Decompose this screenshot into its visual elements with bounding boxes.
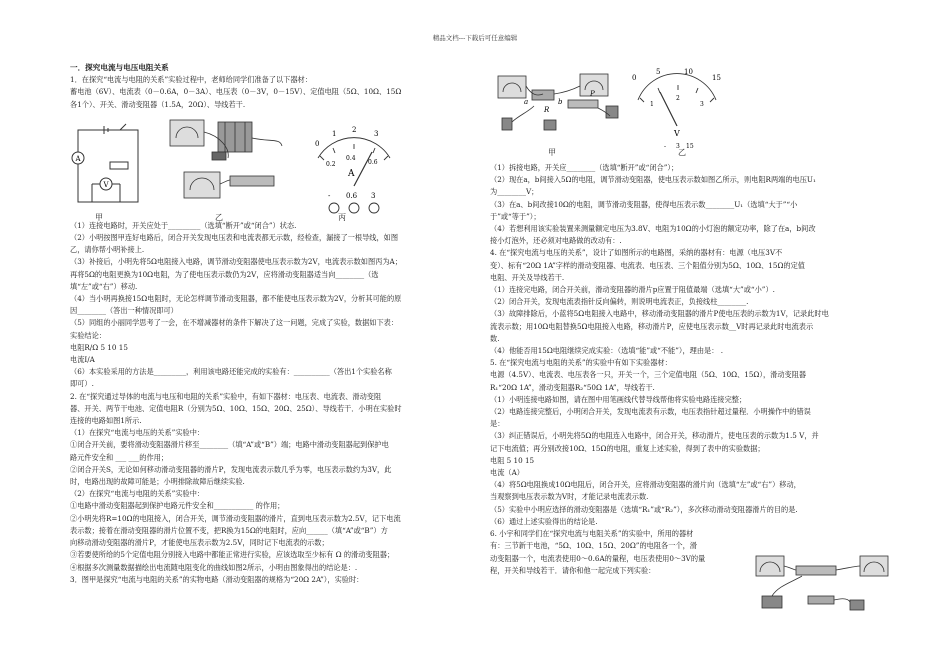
right-line: （4）他能否用15Ω电阻继续完成实验：（选填“能”或“不能”），理由是： . [490, 346, 723, 356]
left-line: （4）当小明再换接15Ω电阻时，无论怎样调节滑动变阻器，都不能使电压表示数为2V，分析其可能的原 [70, 294, 402, 304]
voltmeter-tick-5: 5 [656, 68, 661, 76]
voltmeter-label: V [103, 181, 109, 189]
right-line: （6）通过上述实验得出的结论是. [490, 516, 598, 526]
right-line: 电源（4.5V）、电流表、电压表各一只，开关一个，三个定值电阻（5Ω、10Ω、15Ω），滑动变阻器 [490, 370, 807, 380]
voltmeter-unit: V [674, 129, 680, 138]
left-line: ④根据多次测量数据描绘出电流随电阻变化的曲线如图2所示，小明由图象得出的结论是：. [70, 562, 358, 572]
left-line: 3．图甲是探究“电流与电阻的关系”的实物电路（滑动变阻器的规格为“20Ω 2A”），实验时： [70, 574, 364, 584]
right-column [490, 162, 890, 577]
right-line: （5）实验中小明应选择的滑动变阻器是（选填“R₁”或“R₂”），多次移动滑动变阻器滑片的目的是. [490, 504, 798, 514]
left-line: ①电路中滑动变阻器起到保护电路元件安全和___________ 的作用； [70, 501, 285, 511]
left-line: ①闭合开关前，要将滑动变阻器滑片移至________（填“A”或“B”）端；电路中滑动变阻器起到保护电 [70, 440, 389, 450]
page-header: 精品文档---下载后可任意编辑 [432, 34, 518, 42]
right-line: （3）在a、b间改接10Ω的电阻，调节滑动变阻器，使得电压表示数________U₁（选填“大于”“小 [490, 199, 798, 209]
left-line: 路元件安全和 ___ ___的作用； [70, 452, 169, 462]
right-line: 接小灯泡外，还必须对电路做的改动有：. [490, 236, 622, 246]
left-line: 表示数；接着在滑动变阻器的滑片位置不变，把R换为15Ω的电阻时，应向______（填“A”或“B”）方 [70, 525, 388, 535]
ammeter-subtick-2: 0.4 [346, 155, 356, 162]
left-line: 时，电路出现的故障可能是；小明排除故障后继续实验. [70, 477, 245, 487]
right-line: 是： [490, 419, 505, 429]
circuit-diagram [78, 124, 138, 202]
label-R: R [544, 106, 550, 114]
figure-caption-bing: 丙 [338, 213, 346, 222]
right-line: 6. 小宇和同学们在“探究电流与电阻关系”的实验中，所用的器材 [490, 529, 694, 539]
ammeter-terminal-3: 3 [371, 192, 376, 200]
right-line: （2）闭合开关，发现电流表指针反向偏转，则说明电流表正，负接线柱________. [490, 297, 749, 307]
left-line: （2）小明按图甲连好电路后，闭合开关发现电压表和电流表都无示数，经检查，漏接了一根导线，如图 [70, 233, 399, 243]
voltmeter-tick-0: 0 [632, 74, 637, 82]
figure-caption-yi: 乙 [215, 213, 223, 222]
right-line: 变）、标有“20Ω 1A”字样的滑动变阻器、电流表、电压表、三个阻值分别为5Ω、10Ω、15Ω的定值 [490, 260, 805, 270]
left-line: 即可）. [70, 379, 94, 389]
left-line: 2. 在“探究通过导体的电流与电压和电阻的关系”实验中，有如下器材：电压表、电流表、滑动变阻 [70, 391, 382, 401]
ammeter-subtick-1: 0.2 [326, 161, 336, 168]
instrument-setup [170, 120, 282, 198]
right-line: （1）拆接电路，开关应________（选填“断开”或“闭合”）； [490, 163, 679, 172]
right-line: 5. 在“探究电流与电阻的关系”的实验中有如下实验器材： [490, 358, 672, 368]
figure-caption-jia: 甲 [95, 213, 103, 222]
left-line: 蓄电池（6V）、电流表（0－0.6A，0－3A）、电压表（0－3V，0－15V）、定值电阻（5Ω、10Ω、15Ω [70, 87, 402, 97]
left-line: ②闭合开关S，无论如何移动滑动变阻器的滑片P，发现电流表示数几乎为零，电压表示数约为3V，此 [70, 464, 392, 474]
voltmeter-tick-10: 10 [684, 68, 693, 76]
left-line: 各1个）、开关、滑动变阻器（1.5A，20Ω）、导线若干. [70, 99, 246, 109]
left-line: （6）本实验采用的方法是_________，利用该电路还能完成的实验有：__________（答出1个实验名称 [70, 367, 392, 377]
left-line: （1）连接电路时，开关应处于_________（选填“断开”或“闭合”）状态. [70, 220, 297, 230]
voltmeter-subtick-2: 2 [676, 95, 680, 102]
left-line: （2）在探究“电流与电阻的关系”实验中： [70, 489, 205, 499]
left-line: 一．探究电流与电压电阻关系 [70, 63, 169, 72]
right-line: （3）故障排除后，小蓝将5Ω电阻接入电路中，移动滑动变阻器的滑片P使电压表的示数为1V，记录此时电 [490, 309, 829, 319]
left-line: （3）补接后，小明先将5Ω电阻接入电路，调节滑动变阻器使电压表示数为2V，电流表示数如图丙为A； [70, 257, 402, 267]
voltmeter-tick-15: 15 [712, 74, 721, 82]
right-line: 数. [490, 333, 500, 343]
right-line: 记下电流值；再分别改接10Ω、15Ω的电阻，重复上述实验，得到了表中的实验数据； [490, 443, 765, 453]
experiment-figures-left [70, 118, 400, 226]
label-P: P [590, 90, 595, 98]
left-line: （1）在探究“电流与电压的关系”实验中： [70, 428, 205, 438]
left-line: 向移动滑动变阻器的滑片P，才能使电压表示数为2.5V，同时记下电流表的示数； [70, 538, 329, 548]
ammeter-terminal-06: 0.6 [346, 192, 358, 200]
right-line: 电流（A） [490, 468, 524, 478]
right-line: 为________V； [490, 187, 539, 197]
right-line: 电阻、开关及导线若干. [490, 272, 565, 282]
right-line: 有：三节新干电池，“5Ω、10Ω、15Ω、20Ω”的电阻各一个，滑 [490, 541, 697, 551]
voltmeter-terminal-15: 15 [686, 143, 694, 150]
right-line: （1）连接完电路，闭合开关前，滑动变阻器的滑片p应置于阻值最端（选填“大”或“小”）. [490, 285, 775, 295]
ammeter-tick-2: 2 [352, 126, 357, 134]
right-line: （4）将5Ω电阻换成10Ω电阻后，闭合开关，应将滑动变阻器的滑片向（选填“左”或“右”）移动， [490, 480, 801, 490]
experiment-figures-right [488, 66, 798, 156]
left-line: 实验结论： [70, 330, 106, 340]
left-line: 乙，请你帮小明补接上. [70, 245, 145, 255]
left-line: 再将5Ω的电阻更换为10Ω电阻，为了使电压表示数仍为2V，应将滑动变阻器适当向________（选 [70, 269, 379, 279]
voltmeter-terminal-3: 3 [676, 143, 680, 150]
ammeter-unit: A [348, 169, 355, 179]
right-line: （3）纠正错误后，小明先将5Ω的电阻连入电路中，闭合开关，移动滑片，使电压表的示数为1.5 V，并 [490, 431, 819, 441]
label-a: a [524, 98, 529, 106]
right-line: （2）现在a，b间接入5Ω的电阻，调节滑动变阻器，使电压表示数如图乙所示，则电阻R两端的电压U₁ [490, 175, 816, 185]
left-line: ②小明先将R=10Ω的电阻接入，闭合开关，调节滑动变阻器的滑片，直到电压表示数为2.5V，记下电流 [70, 513, 401, 523]
voltmeter-subtick-1: 1 [650, 101, 654, 108]
left-line: 1．在探究“电流与电阻的关系”实验过程中，老师给同学们准备了以下器材： [70, 75, 312, 85]
left-line: （5）同组的小丽同学思考了一会，在不增减器材的条件下解决了这一问题，完成了实验，数据如下表： [70, 318, 399, 328]
voltmeter-subtick-3: 3 [700, 101, 704, 108]
left-line: 因________（答出一种情况即可） [70, 306, 178, 316]
ammeter-terminal-neg: - [328, 192, 331, 200]
left-line: 器、开关、两节干电池、定值电阻R（分别为5Ω、10Ω、15Ω、20Ω、25Ω）、导线若干．小明在实验时 [70, 403, 402, 413]
right-line: （1）小明连接电路如图，请在图中用笔画线代替导线帮他将实验电路连接完整； [490, 394, 747, 404]
left-line: 填“左”或“右”）移动. [70, 281, 138, 291]
left-line: 电流I/A [70, 355, 95, 365]
right-line: 流表示数；用10Ω电阻替换5Ω电阻接入电路，移动滑片P，应使电压表示数__V时再记录此时电流表示 [490, 321, 814, 331]
right-line: （2）电路连接完整后，小明闭合开关，发现电流表有示数，电压表指针超过量程．小明操作中的错误 [490, 407, 811, 417]
figure-caption-right-yi: 乙 [678, 148, 686, 157]
right-line: 程，开关和导线若干．请你和他一起完成下列实验： [490, 565, 656, 575]
ammeter-tick-1: 1 [332, 130, 337, 138]
left-line: ③若要使所给的5个定值电阻分别接入电路中都能正常进行实验，应该选取至少标有 Ω 的滑动变阻器； [70, 550, 395, 560]
ammeter-subtick-3: 0.6 [368, 159, 378, 166]
ammeter-tick-0: 0 [315, 140, 320, 148]
label-b: b [558, 98, 563, 106]
question6-apparatus-figure [752, 552, 892, 618]
right-line: 4. 在“探究电流与电压的关系”，设计了如图所示的电路图，采纳的器材有：电源（电压3V不 [490, 248, 783, 258]
figure-caption-right-jia: 甲 [548, 148, 556, 157]
voltmeter-terminal-neg: - [664, 143, 667, 150]
right-line: 电阻 5 10 15 [490, 455, 535, 465]
right-line: R₁“20Ω 1A”，滑动变阻器R₂“50Ω 1A”，导线若干. [490, 382, 655, 392]
right-line: 于”或“等于”）； [490, 211, 541, 221]
ammeter-tick-3: 3 [374, 130, 379, 138]
right-line: （4）若想利用该实验装置来测量额定电压为3.8V、电阻为10Ω的小灯泡的额定功率，除了在a，b间改 [490, 224, 816, 234]
right-line: 动变阻器一个，电流表使用0～0.6A的量程，电压表使用0～3V的量 [490, 553, 706, 563]
right-line: 当观察到电压表示数为V时，才能记录电流表示数. [490, 492, 649, 502]
ammeter-label: A [75, 155, 81, 163]
left-line: 连接的电路如图1所示. [70, 416, 142, 426]
left-line: 电阻R/Ω 5 10 15 [70, 342, 128, 352]
